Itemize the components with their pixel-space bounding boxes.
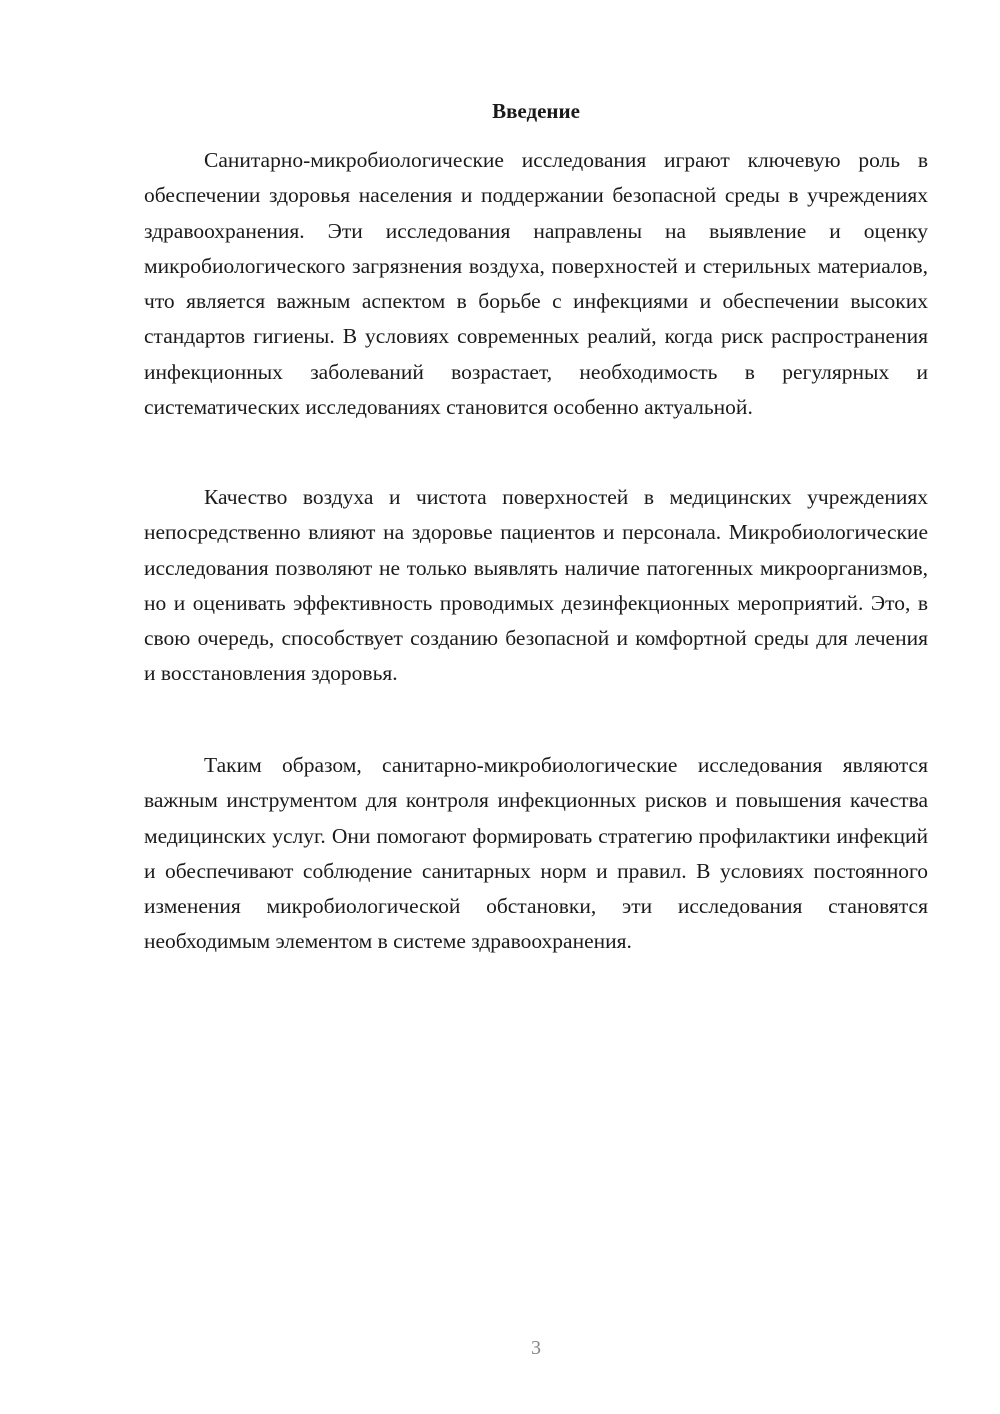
paragraph-3: Таким образом, санитарно-микробиологические исследования являются важным инструментом для контроля инфекционных рисков и повышения качества медицинских услуг. Они помогают формировать стратегию профилактики инфекций и обеспечивают соблюдение санитарных норм и правил. В условиях постоянного изменения микробиологической обстановки, эти исследования становятся необходимым элементом в системе здравоохранения. bbox=[144, 753, 928, 954]
page-number: 3 bbox=[531, 1337, 541, 1359]
paragraph-2: Качество воздуха и чистота поверхностей в медицинских учреждениях непосредственно влияют на здоровье пациентов и персонала. Микробиологические исследования позволяют не только выявлять наличие патогенных микроорганизмов, но и оценивать эффективность проводимых дезинфекционных мероприятий. Это, в свою очередь, способствует созданию безопасной и комфортной среды для лечения и восстановления здоровья. bbox=[144, 485, 928, 686]
paragraph-1: Санитарно-микробиологические исследования играют ключевую роль в обеспечении здоровья населения и поддержании безопасной среды в учреждениях здравоохранения. Эти исследования направлены на выявление и оценку микробиологического загрязнения воздуха, поверхностей и стерильных материалов, что является важным аспектом в борьбе с инфекциями и обеспечении высоких стандартов гигиены. В условиях современных реалий, когда риск распространения инфекционных заболеваний возрастает, необходимость в регулярных и систематических исследованиях становится особенно актуальной. bbox=[144, 148, 928, 420]
section-heading: Введение bbox=[492, 99, 580, 123]
